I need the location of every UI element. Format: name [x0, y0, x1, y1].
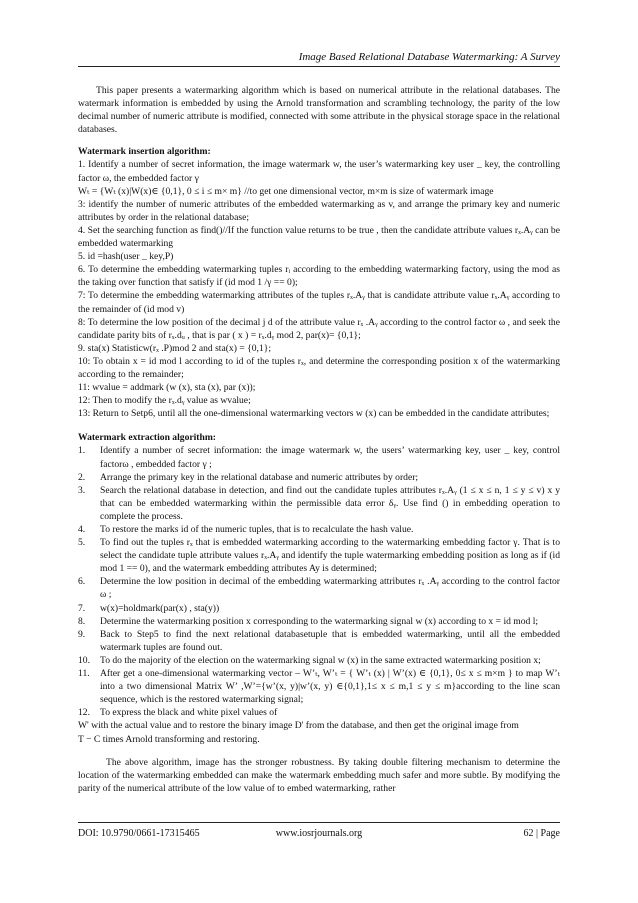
step-text: To find out the tuples rₓ that is embedded watermarking according to the watermarking embedding factor γ. That is to select the candidate tuple attribute values rₓ.Aᵧ and identify the tuple watermarking embedding position as long as if (id mod 1 == 0), and the watermark embedding attributes Ay is determined;	[100, 537, 560, 575]
step-text: Arrange the primary key in the relational database and numeric attributes by order;	[100, 471, 419, 483]
extraction-step	[78, 575, 560, 601]
extraction-step	[78, 536, 560, 575]
step-text: To do the majority of the election on the watermarking signal w (x) in the same extracted watermarking position x;	[100, 654, 541, 666]
extraction-step	[78, 628, 560, 654]
running-title: Image Based Relational Database Watermarking: A Survey	[298, 51, 560, 63]
step-number: 8.	[78, 615, 86, 627]
step-number: 7.	[78, 602, 86, 614]
body-text	[78, 84, 560, 795]
insertion-line: 4. Set the searching function as find()//If the function value returns to be true , then the candidate attribute values rₓ.Aᵧ can be embedded watermarking	[78, 224, 560, 250]
step-text: Search the relational database in detection, and find out the candidate tuples attributes rₓ.Aᵧ (1 ≤ x ≤ n, 1 ≤ y ≤ v) x y that can be embedded watermarking within the permissible data error δᵧ. Use find () in embedding operation to complete the process.	[100, 484, 560, 522]
page-number: 62 | Page	[523, 828, 560, 839]
step-number: 3.	[78, 484, 86, 496]
insertion-line: 7: To determine the embedding watermarking attributes of the tuples rₓ.Aᵧ that is candidate attribute value rₓ.Aᵧ according to the remainder of (id mod v)	[78, 290, 560, 315]
footer-rule	[78, 822, 560, 823]
step-number: 6.	[78, 576, 86, 588]
extraction-heading: Watermark extraction algorithm:	[78, 432, 217, 444]
extraction-tail-line: T − C times Arnold transforming and restoring.	[78, 733, 260, 745]
extraction-steps	[78, 444, 560, 719]
journal-website: www.iosrjournals.org	[275, 828, 363, 839]
step-number: 10.	[78, 654, 90, 666]
insertion-line: 3: identify the number of numeric attributes of the embedded watermarking as v, and arrange the primary key and numeric attributes by order in the relational database;	[78, 198, 560, 223]
insertion-line: 11: wvalue = addmark (w (x), sta (x), par (x));	[78, 382, 256, 394]
intro-paragraph: This paper presents a watermarking algorithm which is based on numerical attribute in the relational databases. The watermark information is embedded by using the Arnold transformation and scrambling technology, the parity of the low decimal number of numeric attribute is modified, connected with some attribute in the physical storage space in the relational databases.	[78, 85, 560, 136]
insertion-line: 9. sta(x) Statisticw(rₓ .P)mod 2 and sta(x) = {0,1};	[78, 342, 271, 354]
extraction-step	[78, 602, 560, 615]
step-text: w(x)=holdmark(par(x) , sta(y))	[100, 602, 220, 614]
closing-paragraph: The above algorithm, image has the stronger robustness. By taking double filtering mechanism to determine the location of the watermarking embedded can make the watermark embedding much safer and more subtle. By modifying the parity of the numerical attribute of the low value of to embed watermarking, rather	[78, 756, 560, 794]
step-text: Identify a number of secret information: the image watermark w, the users’ watermarking key, user _ key, control factorω , embedded factor γ ;	[100, 445, 560, 470]
step-text: After get a one-dimensional watermarking vector – W’ₜ, W’ₜ = { W’ₜ (x) | W’(x) ∈ {0,1}, 0≤ x ≤ m×m } to map W’ₜ into a two dimensional Matrix W’ ,W’={w’(x, y)|w’(x, y) ∈{0,1},1≤ x ≤ m,1 ≤ y ≤ m}according to the line scan sequence, which is the restored watermarking signal;	[100, 668, 560, 706]
extraction-step	[78, 706, 560, 719]
extraction-step	[78, 667, 560, 706]
step-number: 2.	[78, 471, 86, 483]
insertion-line: 12: Then to modify the rₓ.dᵧ value as wvalue;	[78, 395, 251, 407]
step-number: 5.	[78, 537, 86, 549]
step-text: Back to Step5 to find the next relational databasetuple that is embedded watermarking, until all the embedded watermark tuples are found out.	[100, 628, 560, 653]
insertion-line: 8: To determine the low position of the decimal j d of the attribute value rₓ .Aᵧ according to the control factor ω , and seek the candidate parity bits of rₓ.dᵤ , that is par ( x ) = rₓ.dᵧ mod 2, par(x)= {0,1};	[78, 316, 560, 341]
header-rule	[78, 66, 560, 67]
extraction-step	[78, 523, 560, 536]
doi-text: DOI: 10.9790/0661-17315465	[78, 828, 200, 839]
extraction-step	[78, 484, 560, 523]
insertion-line: 1. Identify a number of secret information, the image watermark w, the user’s watermarking key user _ key, the controlling factor ω, the embedded factor γ	[78, 159, 560, 184]
extraction-step	[78, 444, 560, 470]
step-text: To restore the marks id of the numeric tuples, that is to recalculate the hash value.	[100, 524, 414, 535]
step-text: Determine the watermarking position x corresponding to the watermarking signal w (x) according to x = id mod l;	[100, 615, 539, 627]
extraction-step	[78, 471, 560, 484]
extraction-step	[78, 654, 560, 667]
step-number: 11.	[78, 668, 90, 680]
insertion-line: Wₜ = {Wₜ (x)|W(x)∈ {0,1}, 0 ≤ i ≤ m× m} //to get one dimensional vector, m×m is size of watermark image	[78, 185, 494, 197]
section-gap	[78, 420, 560, 431]
insertion-line: 5. id =hash(user _ key,P)	[78, 251, 174, 263]
insertion-line: 13: Return to Setp6, until all the one-dimensional watermarking vectors w (x) can be embedded in the candidate attributes;	[78, 408, 550, 420]
step-number: 4.	[78, 524, 86, 535]
step-text: To express the black and white pixel values of	[100, 707, 278, 719]
extraction-tail-line: W' with the actual value and to restore the binary image D' from the database, and then get the original image from	[78, 720, 519, 732]
step-text: Determine the low position in decimal of the embedding watermarking attributes rₓ .Aᵧ according to the control factor ω ;	[100, 576, 560, 601]
step-number: 9.	[78, 628, 86, 640]
step-number: 1.	[78, 445, 86, 457]
insertion-line: 10: To obtain x = id mod l according to id of the tuples rₓ, and determine the corresponding position x of the watermarking according to the remainder;	[78, 355, 560, 380]
step-number: 12.	[78, 707, 90, 719]
extraction-step	[78, 615, 560, 628]
insertion-line: 6. To determine the embedding watermarking tuples rᵢ according to the embedding watermarking factorγ, using the mod as the taking over function that satisfy if (id mod 1 /γ == 0);	[78, 264, 560, 289]
insertion-heading: Watermark insertion algorithm:	[78, 146, 211, 158]
